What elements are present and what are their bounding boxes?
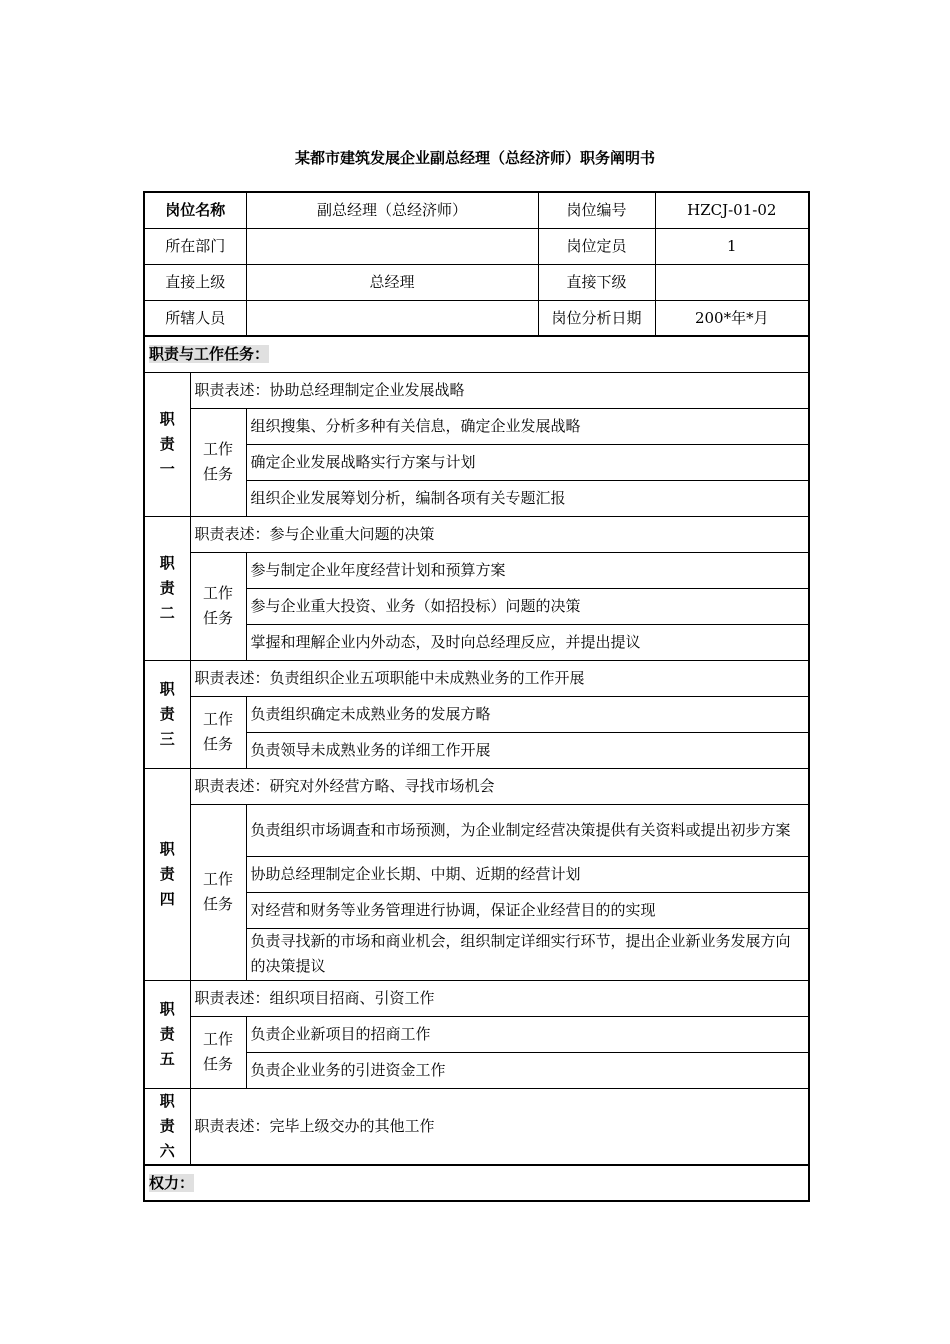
- duty-4-statement: 职责表述：研究对外经营方略、寻找市场机会: [190, 768, 809, 804]
- duty-2-task: 参与制定企业年度经营计划和预算方案: [246, 552, 809, 588]
- duty-3-label: 职责三: [144, 660, 190, 768]
- superior-value: 总经理: [246, 264, 538, 300]
- duty-3-work-task-label: 工作任务: [190, 696, 246, 768]
- duty-5-work-task-label: 工作任务: [190, 1016, 246, 1088]
- superior-label: 直接上级: [144, 264, 246, 300]
- department-value: [246, 228, 538, 264]
- duty-1-work-task-label: 工作任务: [190, 408, 246, 516]
- duty-4-task: 协助总经理制定企业长期、中期、近期的经营计划: [246, 856, 809, 892]
- duty-1-statement: 职责表述：协助总经理制定企业发展战略: [190, 372, 809, 408]
- subordinate-value: [655, 264, 809, 300]
- authority-section-header: [144, 1165, 809, 1201]
- duty-4-label: 职责四: [144, 768, 190, 980]
- duty-3-statement: 职责表述：负责组织企业五项职能中未成熟业务的工作开展: [190, 660, 809, 696]
- analysis-date-label: 岗位分析日期: [538, 300, 655, 336]
- duty-4-task: 负责寻找新的市场和商业机会，组织制定详细实行环节，提出企业新业务发展方向的决策提议: [246, 928, 809, 980]
- duty-4-work-task-label: 工作任务: [190, 804, 246, 980]
- duty-2-task: 参与企业重大投资、业务（如招投标）问题的决策: [246, 588, 809, 624]
- duties-section-header: [144, 336, 809, 372]
- document-title: 某都市建筑发展企业副总经理（总经济师）职务阐明书: [294, 149, 655, 167]
- duty-1-label: 职责一: [144, 372, 190, 516]
- position-code-label: 岗位编号: [538, 192, 655, 228]
- duty-2-label: 职责二: [144, 516, 190, 660]
- headcount-label: 岗位定员: [538, 228, 655, 264]
- position-code-value: HZCJ-01-02: [655, 192, 809, 228]
- duty-2-work-task-label: 工作任务: [190, 552, 246, 660]
- duty-6-statement: 职责表述：完毕上级交办的其他工作: [190, 1088, 809, 1165]
- duty-1-task: 组织企业发展筹划分析，编制各项有关专题汇报: [246, 480, 809, 516]
- position-name-value: 副总经理（总经济师）: [246, 192, 538, 228]
- duty-6-label: 职责六: [144, 1088, 190, 1165]
- duty-5-task: 负责企业业务的引进资金工作: [246, 1052, 809, 1088]
- department-label: 所在部门: [144, 228, 246, 264]
- duties-section-title: 职责与工作任务：: [149, 345, 270, 364]
- analysis-date-value: 200*年*月: [655, 300, 809, 336]
- subordinate-label: 直接下级: [538, 264, 655, 300]
- duty-3-task: 负责领导未成熟业务的详细工作开展: [246, 732, 809, 768]
- duty-2-task: 掌握和理解企业内外动态，及时向总经理反应，并提出提议: [246, 624, 809, 660]
- duty-5-statement: 职责表述：组织项目招商、引资工作: [190, 980, 809, 1016]
- duty-2-statement: 职责表述：参与企业重大问题的决策: [190, 516, 809, 552]
- duty-4-task: 对经营和财务等业务管理进行协调，保证企业经营目的的实现: [246, 892, 809, 928]
- authority-section-title: 权力：: [149, 1174, 195, 1192]
- headcount-value: 1: [655, 228, 809, 264]
- staff-value: [246, 300, 538, 336]
- staff-label: 所辖人员: [144, 300, 246, 336]
- duty-5-label: 职责五: [144, 980, 190, 1088]
- duty-1-task: 确定企业发展战略实行方案与计划: [246, 444, 809, 480]
- duty-4-task: 负责组织市场调查和市场预测，为企业制定经营决策提供有关资料或提出初步方案: [246, 804, 809, 856]
- position-name-label: 岗位名称: [144, 192, 246, 228]
- duty-1-task: 组织搜集、分析多种有关信息，确定企业发展战略: [246, 408, 809, 444]
- duty-5-task: 负责企业新项目的招商工作: [246, 1016, 809, 1052]
- duty-3-task: 负责组织确定未成熟业务的发展方略: [246, 696, 809, 732]
- job-description-table: [143, 191, 810, 1202]
